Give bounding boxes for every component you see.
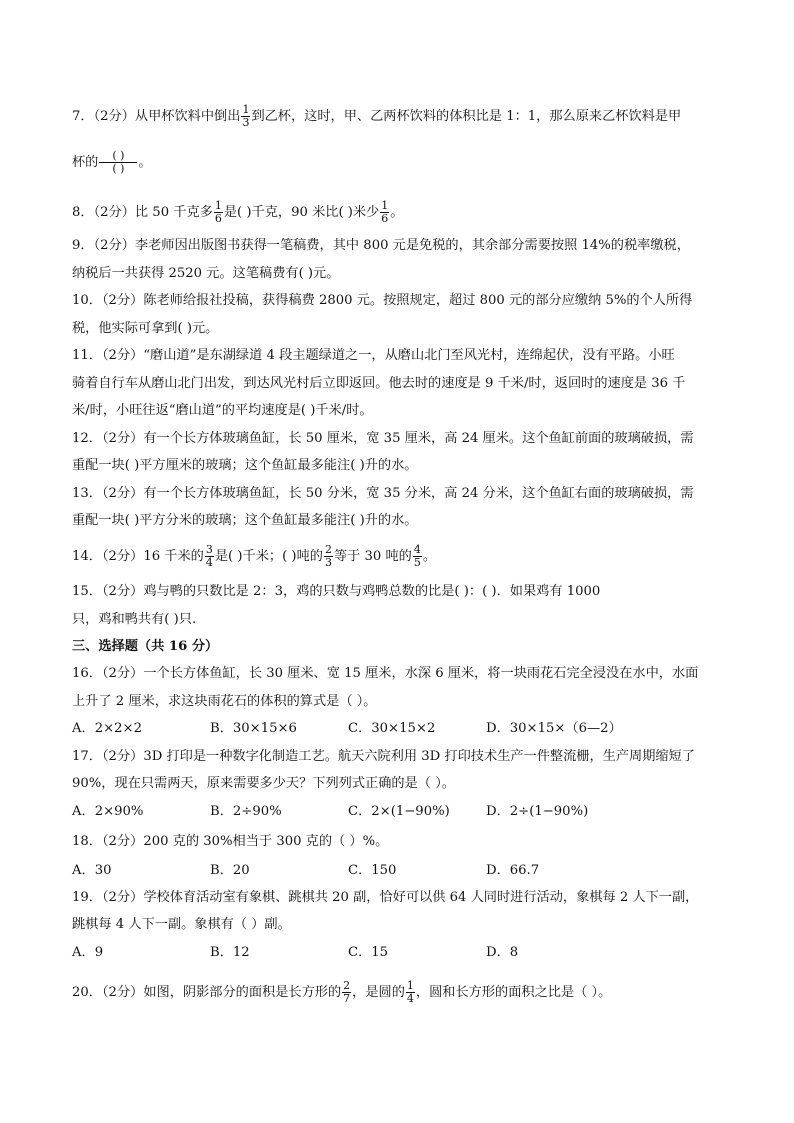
question-18-options — [72, 861, 624, 881]
q7-text-b: 到乙杯，这时，甲、乙两杯饮料的体积比是 1：1，那么原来乙杯饮料是甲 — [251, 109, 682, 124]
question-11-line-3: 米/时，小旺往返“磨山道”的平均速度是( )千米/时。 — [72, 403, 373, 418]
option-d[interactable]: D．2÷(1−90%) — [486, 804, 589, 819]
question-11-line-2: 骑着自行车从磨山北门出发，到达风光村后立即返回。他去时的速度是 9 千米/时，返回时的速度是 36 千 — [72, 376, 686, 391]
section-heading: 三、选择题（共 16 分） — [72, 639, 219, 654]
question-11-line-1: 11．（2分）“磨山道”是东湖绿道 4 段主题绿道之一，从磨山北门至风光村，连绵起伏，没有平路。小旺 — [72, 348, 675, 363]
q14-text-b: 是( )千米；( )吨的 — [214, 549, 323, 564]
q7-text-d: 。 — [138, 155, 152, 170]
option-d[interactable]: D．8 — [486, 945, 519, 960]
option-d[interactable]: D．30×15×（6—2） — [486, 721, 622, 736]
question-9-line-1: 9．（2分）李老师因出版图书获得一笔稿费，其中 800 元是免税的，其余部分需要按照 14%的税率缴税， — [72, 238, 690, 253]
option-a[interactable]: A．30 — [72, 863, 112, 878]
fraction: $\frac{4}{5}$ — [413, 543, 421, 569]
question-16-options — [72, 719, 624, 739]
option-d[interactable]: D．66.7 — [486, 863, 540, 878]
q14-text-a: 14．（2分）16 千米的 — [72, 549, 204, 564]
question-19-line-1: 19．（2分）学校体育活动室有象棋、跳棋共 20 副，恰好可以供 64 人同时进行活动，象棋每 2 人下一副， — [72, 890, 699, 905]
question-16-line-1: 16．（2分）一个长方体鱼缸，长 30 厘米、宽 15 厘米，水深 6 厘米，将一块雨花石完全浸没在水中，水面 — [72, 666, 699, 681]
fraction: $\frac{3}{4}$ — [205, 543, 213, 569]
fraction: $\frac{1}{4}$ — [406, 979, 414, 1005]
fraction: $\frac{1}{6}$ — [381, 199, 389, 225]
question-15-line-1: 15．（2分）鸡与鸭的只数比是 2：3，鸡的只数与鸡鸭总数的比是( )：( )．如果鸡有 1000 — [72, 584, 601, 599]
answer-blank-fraction[interactable]: $\frac{( )}{( )}$ — [99, 150, 137, 175]
q20-text-b: ，是圆的 — [352, 985, 405, 1000]
question-13-line-1: 13．（2分）有一个长方体玻璃鱼缸，长 50 分米，宽 35 分米，高 24 分米，这个鱼缸右面的玻璃破损，需 — [72, 486, 694, 501]
q8-text-a: 8．（2分）比 50 千克多 — [72, 205, 213, 220]
fraction: $\frac{1}{3}$ — [242, 103, 250, 129]
question-19-line-2: 跳棋每 4 人下一副。象棋有（ ）副。 — [72, 917, 291, 932]
option-b[interactable]: B．20 — [210, 863, 250, 878]
option-b[interactable]: B．12 — [210, 945, 250, 960]
question-10-line-1: 10．（2分）陈老师给报社投稿，获得稿费 2800 元。按照规定，超过 800 元的部分应缴纳 5%的个人所得 — [72, 293, 693, 308]
question-8 — [72, 200, 403, 225]
question-16-line-2: 上升了 2 厘米，求这块雨花石的体积的算式是（ ）。 — [72, 694, 377, 709]
q14-text-c: 等于 30 吨的 — [333, 549, 412, 564]
q7-text-c: 杯的 — [72, 155, 99, 170]
option-c[interactable]: C．15 — [348, 945, 389, 960]
question-10-line-2: 税，他实际可拿到( )元。 — [72, 321, 219, 336]
option-c[interactable]: C．150 — [348, 863, 397, 878]
fraction: $\frac{1}{6}$ — [214, 199, 222, 225]
question-19-options — [72, 943, 624, 963]
question-12-line-2: 重配一块( )平方厘米的玻璃；这个鱼缸最多能注( )升的水。 — [72, 458, 418, 473]
option-c[interactable]: C．2×(1−90%) — [348, 804, 450, 819]
question-14 — [72, 544, 436, 569]
option-b[interactable]: B．30×15×6 — [210, 721, 297, 736]
question-17-line-2: 90%，现在只需两天，原来需要多少天？下列列式正确的是（ ）。 — [72, 776, 455, 791]
question-9-line-2: 纳税后一共获得 2520 元。这笔稿费有( )元。 — [72, 266, 340, 281]
question-18-line-1: 18．（2分）200 克的 30%相当于 300 克的（ ）%。 — [72, 834, 389, 849]
option-a[interactable]: A．2×2×2 — [72, 721, 142, 736]
option-a[interactable]: A．2×90% — [72, 804, 144, 819]
question-17-line-1: 17．（2分）3D 打印是一种数字化制造工艺。航天六院利用 3D 打印技术生产一件整流栅，生产周期缩短了 — [72, 749, 695, 764]
q14-text-d: 。 — [422, 549, 437, 564]
question-13-line-2: 重配一块( )平方分米的玻璃；这个鱼缸最多能注( )升的水。 — [72, 513, 418, 528]
q8-text-c: 。 — [390, 205, 404, 220]
option-c[interactable]: C．30×15×2 — [348, 721, 436, 736]
question-20 — [72, 980, 611, 1005]
question-17-options — [72, 802, 624, 822]
q8-text-b: 是( )千克，90 米比( )米少 — [223, 205, 380, 220]
question-7-line-2 — [72, 150, 152, 175]
q7-text-a: 7．（2分）从甲杯饮料中倒出 — [72, 109, 241, 124]
option-a[interactable]: A．9 — [72, 945, 104, 960]
question-15-line-2: 只，鸡和鸭共有( )只. — [72, 612, 197, 627]
fraction: $\frac{2}{3}$ — [324, 543, 332, 569]
q20-text-c: ，圆和长方形的面积之比是（ ）。 — [415, 985, 612, 1000]
question-12-line-1: 12．（2分）有一个长方体玻璃鱼缸，长 50 厘米，宽 35 厘米，高 24 厘米。这个鱼缸前面的玻璃破损，需 — [72, 431, 694, 446]
question-7-line-1 — [72, 104, 681, 129]
q20-text-a: 20．（2分）如图，阴影部分的面积是长方形的 — [72, 985, 342, 1000]
fraction: $\frac{2}{7}$ — [343, 979, 351, 1005]
option-b[interactable]: B．2÷90% — [210, 804, 282, 819]
